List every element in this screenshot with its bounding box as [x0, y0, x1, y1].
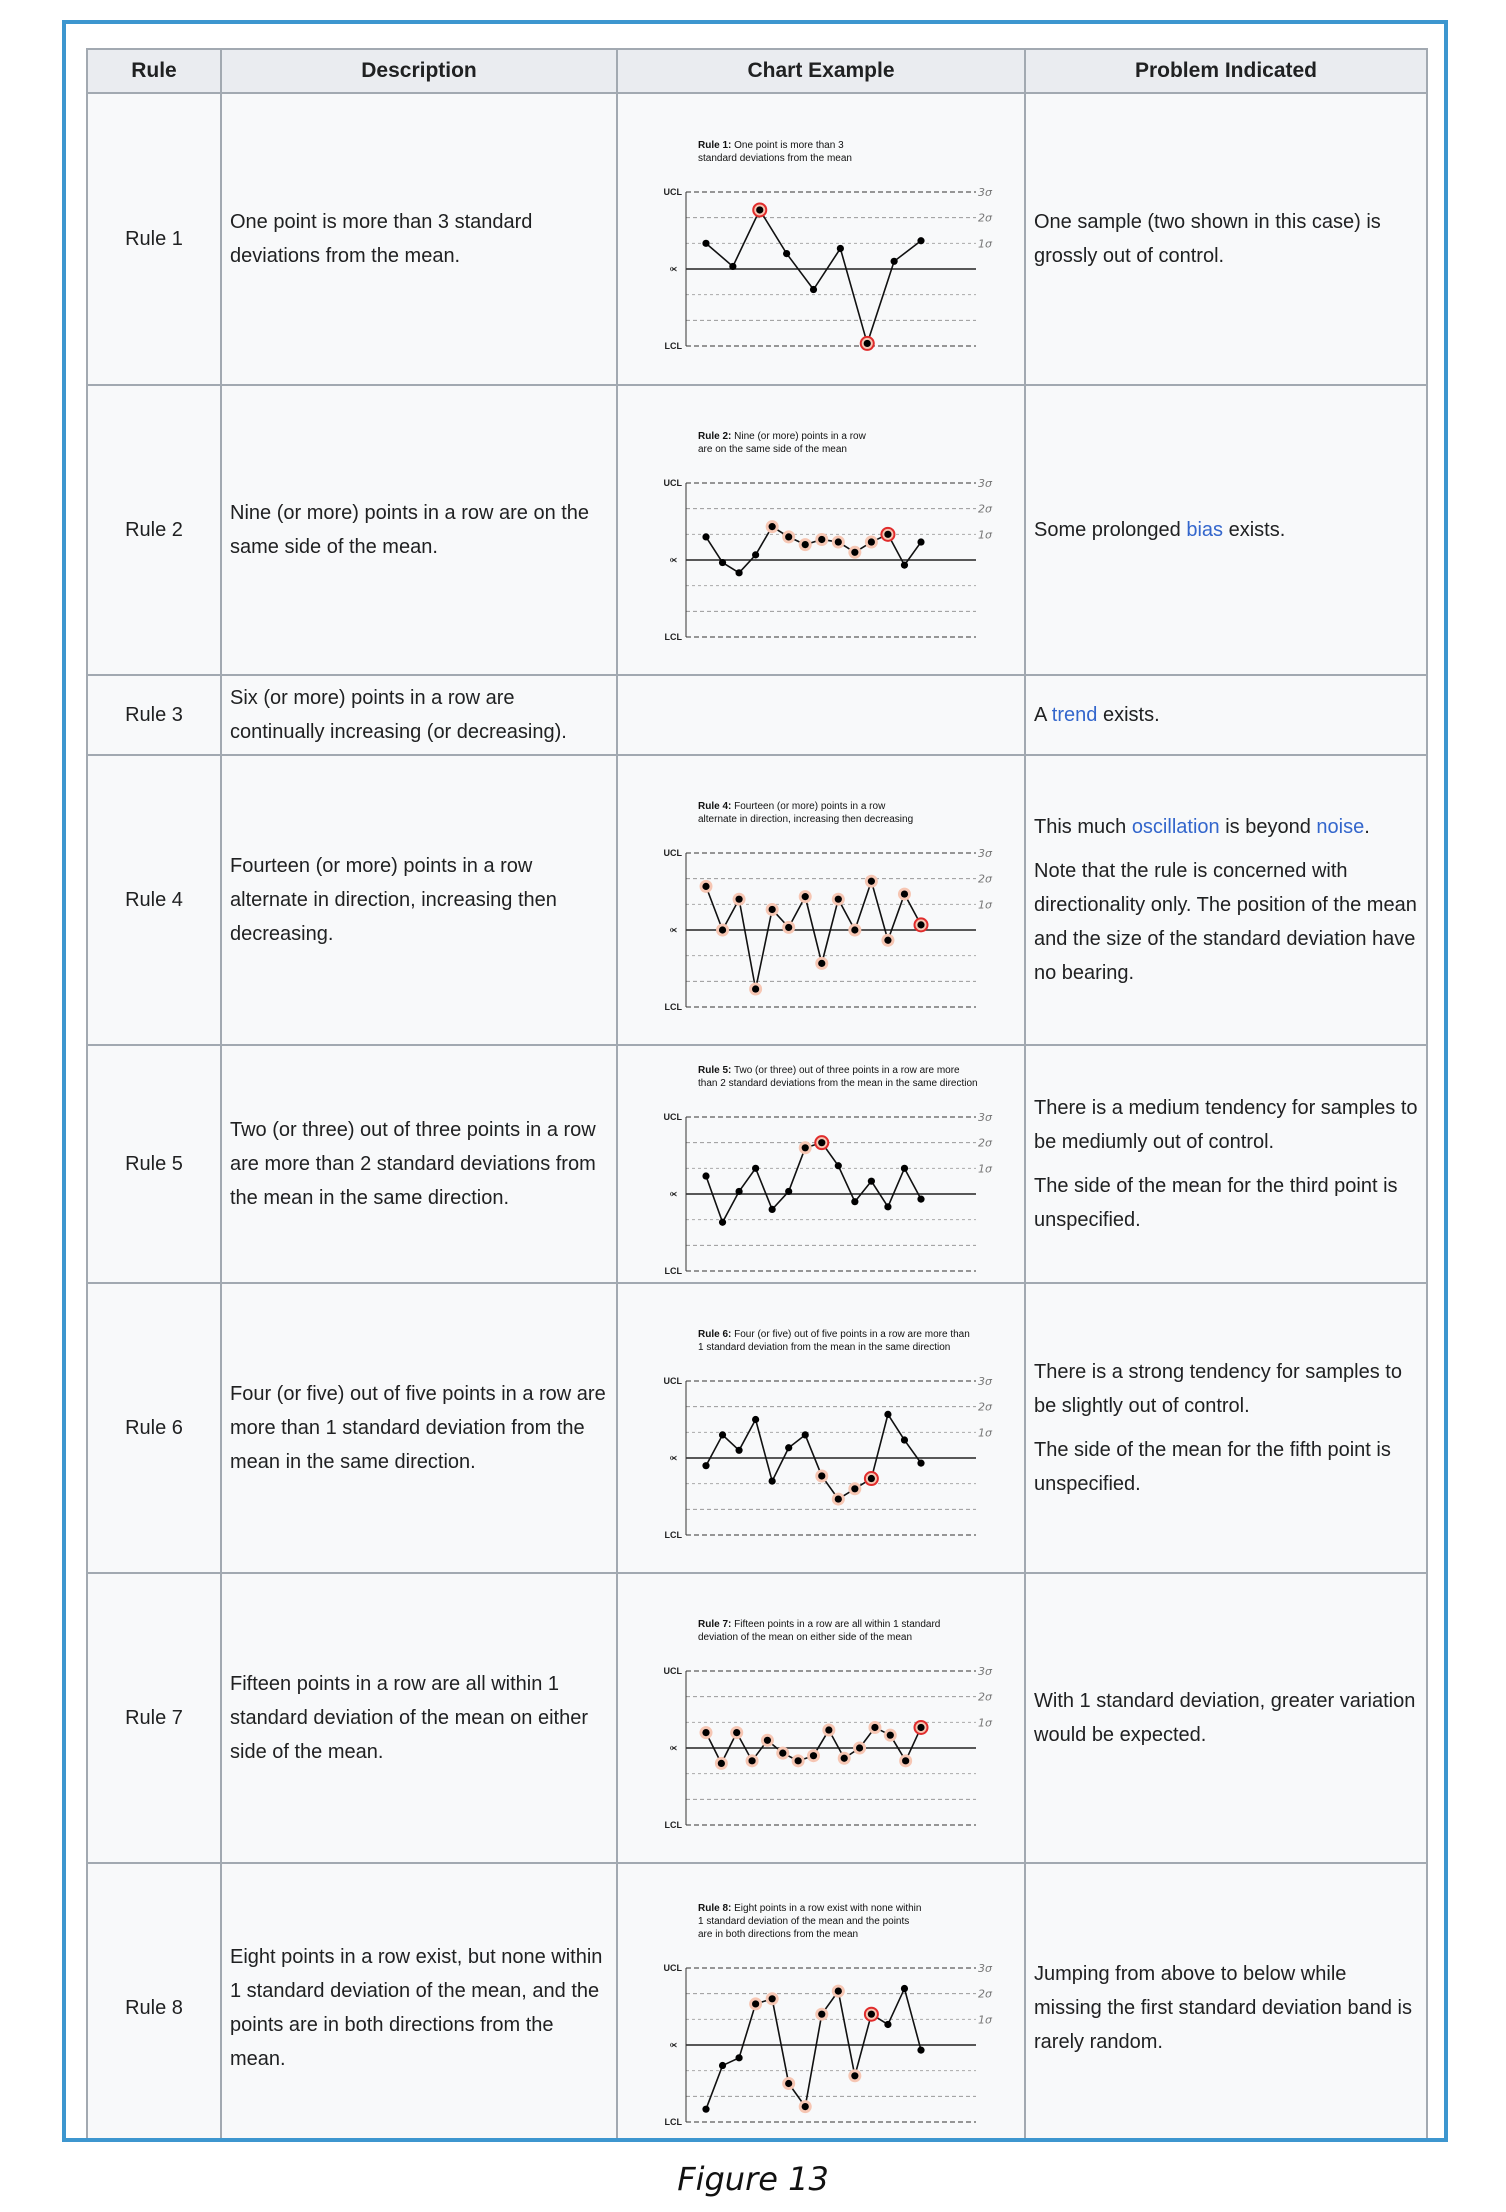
data-point [735, 2054, 742, 2061]
data-point [902, 1757, 909, 1764]
data-point [884, 937, 891, 944]
data-point [752, 1416, 759, 1423]
problem-cell [1025, 675, 1427, 755]
sigma1-label: 1σ [978, 1716, 992, 1730]
problem-paragraph [1034, 810, 1418, 844]
data-point [864, 340, 871, 347]
data-point [756, 206, 763, 213]
chart-example-cell [617, 93, 1025, 385]
data-point [785, 924, 792, 931]
problem-cell [1025, 385, 1427, 675]
data-point [719, 559, 726, 566]
data-point [884, 1203, 891, 1210]
data-point [752, 551, 759, 558]
problem-paragraph [1034, 1957, 1418, 2059]
sigma2-label: 2σ [978, 502, 992, 516]
data-point [887, 1732, 894, 1739]
data-point [871, 1724, 878, 1731]
rule-cell: Rule 8 [87, 1863, 221, 2142]
chart-example-cell [617, 385, 1025, 675]
control-chart [636, 1601, 1006, 1835]
problem-text: Note that the rule is concerned with directionality only. The position of the mean and the size of the standard deviation have no bearing. [1034, 860, 1417, 984]
sigma1-label: 1σ [978, 1426, 992, 1440]
table-body [87, 93, 1427, 2142]
data-point [702, 240, 709, 247]
control-chart [636, 122, 1006, 356]
rule-cell: Rule 6 [87, 1283, 221, 1573]
data-point [851, 1198, 858, 1205]
data-point [802, 1431, 809, 1438]
description-cell: Two (or three) out of three points in a row are more than 2 standard deviations from the mean in the same direction. [221, 1045, 617, 1283]
data-point [841, 1755, 848, 1762]
data-point [735, 896, 742, 903]
problem-cell [1025, 1045, 1427, 1283]
mean-label: x̄ [668, 2041, 679, 2048]
sigma3-label: 3σ [978, 477, 992, 490]
data-point [901, 562, 908, 569]
problem-paragraph [1034, 1169, 1418, 1237]
series-line [706, 210, 921, 343]
control-chart [636, 1047, 1006, 1281]
problem-text: One sample (two shown in this case) is grossly out of control. [1034, 211, 1381, 267]
data-point [818, 1139, 825, 1146]
ucl-label: UCL [663, 848, 682, 858]
data-point [917, 2046, 924, 2053]
description-cell: Nine (or more) points in a row are on the same side of the mean. [221, 385, 617, 675]
data-point [735, 1447, 742, 1454]
description-cell: One point is more than 3 standard deviations from the mean. [221, 93, 617, 385]
data-point [785, 1444, 792, 1451]
data-point [752, 2000, 759, 2007]
sigma3-label: 3σ [978, 1375, 992, 1388]
data-point [851, 2072, 858, 2079]
lcl-label: LCL [664, 341, 682, 351]
data-point [851, 1485, 858, 1492]
data-point [719, 926, 726, 933]
lcl-label: LCL [664, 1002, 682, 1012]
data-point [702, 533, 709, 540]
data-point [764, 1737, 771, 1744]
figure-frame [62, 20, 1448, 2142]
data-point [779, 1750, 786, 1757]
data-point [748, 1757, 755, 1764]
data-point [769, 1995, 776, 2002]
data-point [785, 533, 792, 540]
sigma1-label: 1σ [978, 2012, 992, 2026]
data-point [785, 2079, 792, 2086]
lcl-label: LCL [664, 2116, 682, 2127]
header-rule: Rule [87, 49, 221, 93]
header-chart-example: Chart Example [617, 49, 1025, 93]
series-line [706, 1988, 921, 2109]
data-point [835, 1495, 842, 1502]
problem-paragraph [1034, 698, 1418, 732]
table-row [87, 1863, 1427, 2142]
data-point [835, 896, 842, 903]
wiki-link[interactable]: bias [1186, 519, 1224, 541]
problem-paragraph [1034, 1433, 1418, 1501]
data-point [718, 1760, 725, 1767]
description-cell: Eight points in a row exist, but none within 1 standard deviation of the mean, and the points are in both directions from the mean. [221, 1863, 617, 2142]
problem-paragraph [1034, 513, 1418, 547]
rule-cell: Rule 7 [87, 1573, 221, 1863]
problem-text: . [1364, 816, 1370, 838]
data-point [802, 541, 809, 548]
chart-title: Rule 6: Four (or five) out of five points in a row are more than 1 standard deviation from the mean in the same direction [698, 1329, 970, 1353]
header-problem-indicated: Problem Indicated [1025, 49, 1427, 93]
problem-text: With 1 standard deviation, greater variation would be expected. [1034, 1690, 1416, 1746]
data-point [835, 1162, 842, 1169]
problem-cell [1025, 1863, 1427, 2142]
ucl-label: UCL [663, 1112, 682, 1122]
table-row [87, 93, 1427, 385]
sigma2-label: 2σ [978, 1690, 992, 1704]
problem-cell [1025, 93, 1427, 385]
problem-cell [1025, 1573, 1427, 1863]
data-point [783, 250, 790, 257]
data-point [884, 531, 891, 538]
data-point [733, 1729, 740, 1736]
mean-label: x̄ [668, 1191, 679, 1197]
data-point [719, 1219, 726, 1226]
table-header-row [87, 49, 1427, 93]
mean-label: x̄ [668, 557, 679, 563]
data-point [917, 1724, 924, 1731]
data-point [835, 538, 842, 545]
data-point [702, 1729, 709, 1736]
chart-title: Rule 7: Fifteen points in a row are all within 1 standard deviation of the mean on either side of the mean [698, 1619, 941, 1643]
sigma2-label: 2σ [978, 1400, 992, 1414]
rule-cell: Rule 1 [87, 93, 221, 385]
chart-title: Rule 1: One point is more than 3 standard deviations from the mean [698, 140, 852, 164]
data-point [818, 536, 825, 543]
data-point [917, 1196, 924, 1203]
data-point [719, 1431, 726, 1438]
ucl-label: UCL [663, 478, 682, 488]
rule-cell: Rule 4 [87, 755, 221, 1045]
rule-cell: Rule 3 [87, 675, 221, 755]
data-point [917, 538, 924, 545]
chart-example-cell [617, 1573, 1025, 1863]
control-chart [636, 413, 1006, 647]
wiki-link[interactable]: trend [1051, 704, 1098, 726]
problem-paragraph [1034, 1684, 1418, 1752]
problem-text: There is a strong tendency for samples to be slightly out of control. [1034, 1361, 1402, 1417]
problem-text: This much [1034, 816, 1132, 838]
data-point [837, 245, 844, 252]
data-point [702, 1462, 709, 1469]
problem-text: Jumping from above to below while missing the first standard deviation band is rarely random. [1034, 1963, 1412, 2053]
sigma2-label: 2σ [978, 211, 992, 225]
table-row [87, 675, 1427, 755]
problem-text: The side of the mean for the fifth point is unspecified. [1034, 1439, 1391, 1495]
chart-example-cell [617, 1283, 1025, 1573]
data-point [868, 2010, 875, 2017]
data-point [917, 1460, 924, 1467]
data-point [917, 921, 924, 928]
header-description: Description [221, 49, 617, 93]
data-point [735, 569, 742, 576]
sigma3-label: 3σ [978, 847, 992, 860]
table-row [87, 1283, 1427, 1573]
data-point [901, 1436, 908, 1443]
mean-label: x̄ [668, 1745, 679, 1751]
data-point [818, 2010, 825, 2017]
problem-paragraph [1034, 854, 1418, 990]
data-point [802, 893, 809, 900]
control-chart [636, 783, 1006, 1017]
data-point [702, 883, 709, 890]
sigma2-label: 2σ [978, 1136, 992, 1150]
data-point [810, 286, 817, 293]
chart-title: Rule 4: Fourteen (or more) points in a row alternate in direction, increasing then decreasing [698, 801, 914, 825]
sigma1-label: 1σ [978, 898, 992, 912]
data-point [735, 1188, 742, 1195]
data-point [901, 1984, 908, 1991]
data-point [769, 1478, 776, 1485]
data-point [851, 926, 858, 933]
data-point [802, 1144, 809, 1151]
data-point [851, 549, 858, 556]
sigma3-label: 3σ [978, 1961, 992, 1975]
data-point [901, 1165, 908, 1172]
wiki-link[interactable]: oscillation [1131, 816, 1220, 838]
table-row [87, 1045, 1427, 1283]
sigma3-label: 3σ [978, 186, 992, 199]
problem-text: The side of the mean for the third point is unspecified. [1034, 1175, 1398, 1231]
lcl-label: LCL [664, 1266, 682, 1276]
figure-caption: Figure 13 [677, 2160, 829, 2198]
problem-text: A [1034, 704, 1052, 726]
table-row [87, 1573, 1427, 1863]
data-point [917, 237, 924, 244]
problem-text: exists. [1223, 519, 1286, 541]
data-point [868, 878, 875, 885]
problem-paragraph [1034, 205, 1418, 273]
problem-text: There is a medium tendency for samples to be mediumly out of control. [1034, 1097, 1418, 1153]
problem-cell [1025, 1283, 1427, 1573]
data-point [719, 2061, 726, 2068]
rule-cell: Rule 5 [87, 1045, 221, 1283]
sigma1-label: 1σ [978, 1162, 992, 1176]
data-point [702, 2105, 709, 2112]
description-cell: Fifteen points in a row are all within 1 standard deviation of the mean on either side of the mean. [221, 1573, 617, 1863]
lcl-label: LCL [664, 1530, 682, 1540]
data-point [795, 1757, 802, 1764]
chart-example-cell [617, 755, 1025, 1045]
lcl-label: LCL [664, 1820, 682, 1830]
sigma2-label: 2σ [978, 872, 992, 886]
lcl-label: LCL [664, 632, 682, 642]
data-point [884, 2020, 891, 2027]
mean-label: x̄ [668, 1455, 679, 1461]
data-point [856, 1744, 863, 1751]
data-point [769, 523, 776, 530]
sigma1-label: 1σ [978, 528, 992, 542]
chart-example-cell [617, 1863, 1025, 2142]
chart-example-cell [617, 675, 1025, 755]
data-point [868, 1178, 875, 1185]
data-point [729, 263, 736, 270]
western-electric-rules-table [86, 48, 1428, 2142]
chart-title: Rule 8: Eight points in a row exist with none within 1 standard deviation of the mean and the points are in both directions from the mean [698, 1902, 922, 1940]
data-point [868, 538, 875, 545]
chart-title: Rule 5: Two (or three) out of three points in a row are more than 2 standard deviations from the mean in the same direction [698, 1065, 978, 1089]
data-point [901, 890, 908, 897]
data-point [868, 1475, 875, 1482]
table-row [87, 385, 1427, 675]
sigma2-label: 2σ [978, 1987, 992, 2001]
ucl-label: UCL [663, 187, 682, 197]
series-line [706, 1414, 921, 1499]
data-point [802, 2103, 809, 2110]
ucl-label: UCL [663, 1376, 682, 1386]
data-point [769, 906, 776, 913]
data-point [891, 258, 898, 265]
data-point [752, 985, 759, 992]
data-point [825, 1726, 832, 1733]
sigma1-label: 1σ [978, 237, 992, 251]
description-cell: Fourteen (or more) points in a row alternate in direction, increasing then decreasing. [221, 755, 617, 1045]
mean-label: x̄ [668, 266, 679, 272]
data-point [702, 1172, 709, 1179]
chart-example-cell [617, 1045, 1025, 1283]
data-point [785, 1188, 792, 1195]
problem-text: Some prolonged [1034, 519, 1187, 541]
rule-cell: Rule 2 [87, 385, 221, 675]
mean-label: x̄ [668, 927, 679, 933]
sigma3-label: 3σ [978, 1111, 992, 1124]
data-point [818, 1472, 825, 1479]
description-cell: Four (or five) out of five points in a row are more than 1 standard deviation from the mean in the same direction. [221, 1283, 617, 1573]
ucl-label: UCL [663, 1666, 682, 1676]
chart-title: Rule 2: Nine (or more) points in a row are on the same side of the mean [698, 431, 866, 455]
data-point [818, 960, 825, 967]
table-row [87, 755, 1427, 1045]
problem-text: exists. [1097, 704, 1160, 726]
data-point [835, 1987, 842, 1994]
data-point [810, 1752, 817, 1759]
ucl-label: UCL [663, 1962, 682, 1973]
control-chart [636, 1885, 1006, 2132]
problem-paragraph [1034, 1355, 1418, 1423]
wiki-link[interactable]: noise [1316, 816, 1365, 838]
problem-cell [1025, 755, 1427, 1045]
problem-paragraph [1034, 1091, 1418, 1159]
description-cell: Six (or more) points in a row are continually increasing (or decreasing). [221, 675, 617, 755]
data-point [769, 1206, 776, 1213]
data-point [752, 1165, 759, 1172]
control-chart [636, 1311, 1006, 1545]
sigma3-label: 3σ [978, 1665, 992, 1678]
problem-text: is beyond [1219, 816, 1317, 838]
data-point [884, 1411, 891, 1418]
